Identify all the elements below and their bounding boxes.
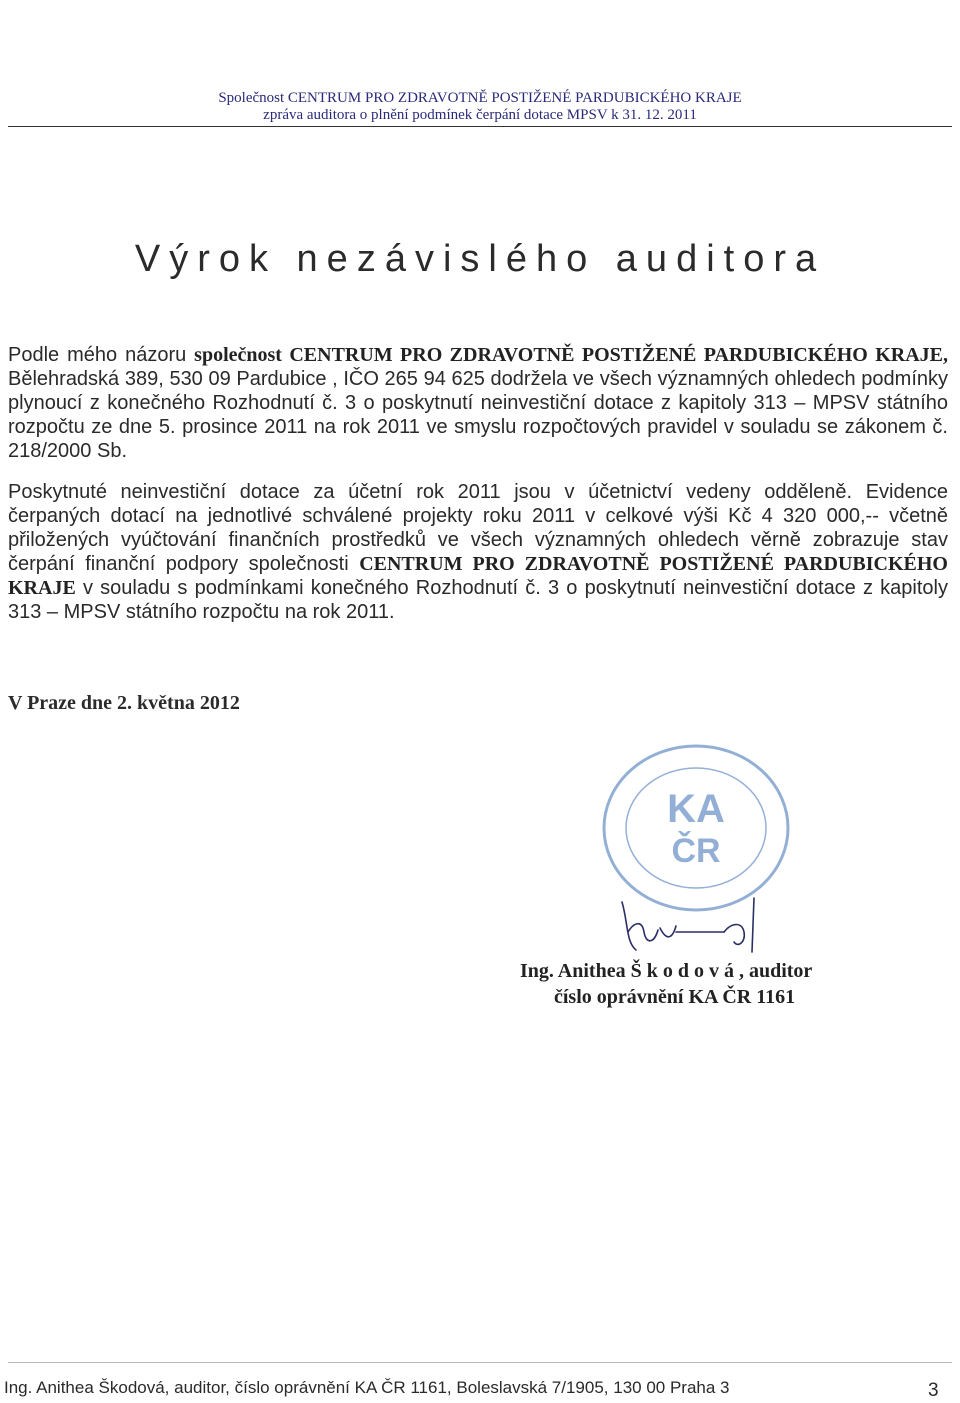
handwritten-signature: [614, 892, 784, 962]
paragraph-text: v souladu s podmínkami konečného Rozhodnutí č. 3 o poskytnutí neinvestiční dotace z kapitoly 313 – MPSV státního rozpočtu na rok 2011.: [8, 577, 948, 623]
company-name-bold: společnost CENTRUM PRO ZDRAVOTNĚ POSTIŽENÉ PARDUBICKÉHO KRAJE,: [194, 344, 948, 366]
page-title: Výrok nezávislého auditora: [134, 238, 826, 280]
header-divider: [8, 126, 952, 127]
paragraph-text: Podle mého názoru: [8, 344, 195, 366]
opinion-paragraph: [8, 343, 948, 463]
auditor-name: Ing. Anithea Š k o d o v á , auditor: [520, 960, 813, 982]
svg-text:KA: KA: [667, 787, 725, 831]
paragraph-text: Bělehradská 389, 530 09 Pardubice , IČO 265 94 625 dodržela ve všech významných ohledech podmínky plynoucí z konečného Rozhodnutí č. 3 o poskytnutí neinvestiční dotace z kapitoly 313 – MPSV státního rozpočtu ze dne 5. prosince 2011 na rok 2011 ve smyslu rozpočtových pravidel v souladu se zákonem č. 218/2000 Sb.: [8, 368, 948, 462]
header-company-line: Společnost CENTRUM PRO ZDRAVOTNĚ POSTIŽENÉ PARDUBICKÉHO KRAJE: [218, 90, 742, 106]
page-footer: Ing. Anithea Škodová, auditor, číslo oprávnění KA ČR 1161, Boleslavská 7/1905, 130 00 Praha 3: [4, 1378, 730, 1397]
paragraph-text: Poskytnuté neinvestiční dotace za účetní rok 2011 jsou v účetnictví vedeny odděleně. Evidence čerpaných dotací na jednotlivé schválené projekty roku 2011 v celkové výši Kč 4 320 000,-- včetně přiložených vyúčtování finančních prostředků ve všech významných ohledech věrně zobrazuje stav čerpání finanční podpory společnosti: [8, 481, 948, 575]
subsidy-paragraph: [8, 480, 948, 624]
place-and-date: V Praze dne 2. května 2012: [8, 692, 240, 714]
svg-text:ČR: ČR: [671, 832, 721, 870]
company-name-bold: CENTRUM PRO ZDRAVOTNĚ POSTIŽENÉ PARDUBICKÉHO KRAJE: [8, 553, 948, 599]
document-header: [120, 90, 840, 124]
footer-divider: [8, 1362, 952, 1363]
header-report-line: zpráva auditora o plnění podmínek čerpání dotace MPSV k 31. 12. 2011: [263, 107, 697, 123]
auditor-license: číslo oprávnění KA ČR 1161: [554, 986, 796, 1008]
auditor-signature-block: [520, 958, 812, 1010]
page-number: 3: [928, 1380, 939, 1401]
